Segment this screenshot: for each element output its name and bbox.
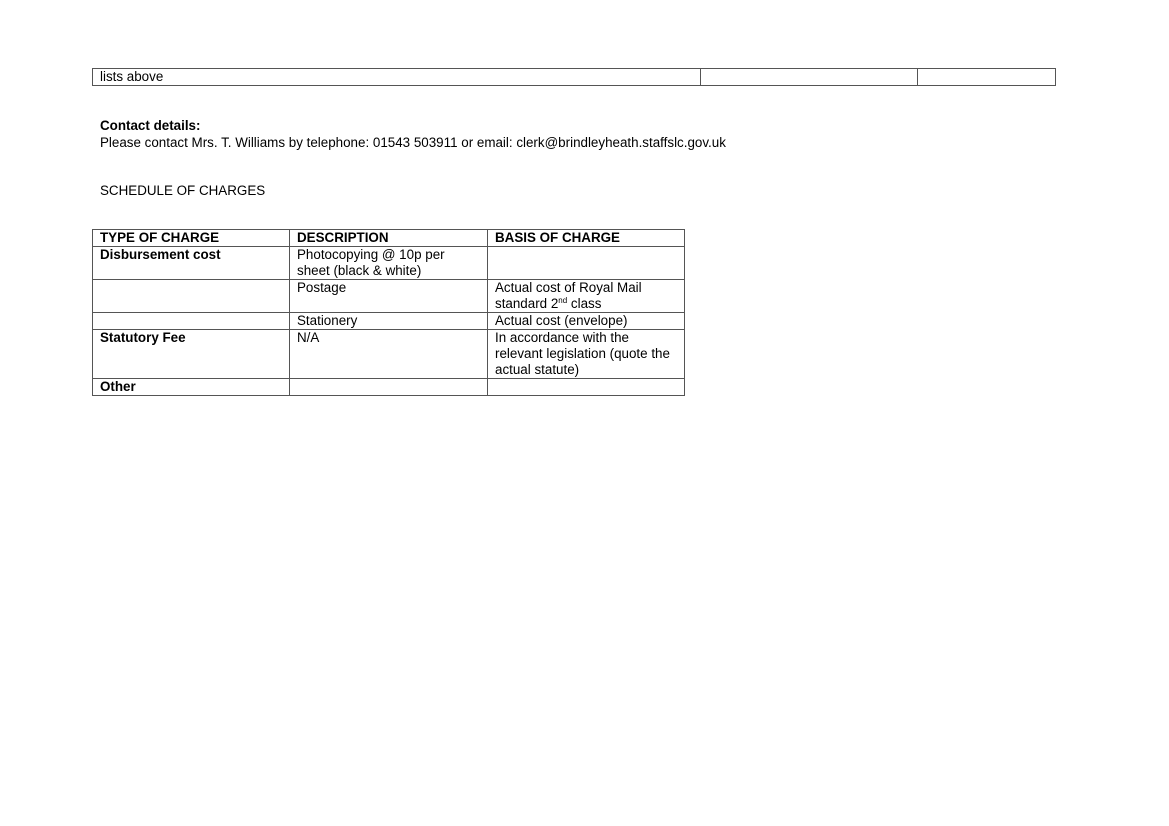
cell-description: Photocopying @ 10p per sheet (black & white) xyxy=(290,247,488,280)
contact-details xyxy=(100,117,726,151)
contact-text: Please contact Mrs. T. Williams by telephone: 01543 503911 or email: clerk@brindleyheath.staffslc.gov.uk xyxy=(100,135,726,150)
cell-description xyxy=(290,379,488,396)
cell-description: N/A xyxy=(290,330,488,379)
table-row xyxy=(93,69,1056,86)
header-basis-of-charge: BASIS OF CHARGE xyxy=(488,230,685,247)
table-row xyxy=(93,379,685,396)
table-row xyxy=(93,313,685,330)
header-type-of-charge: TYPE OF CHARGE xyxy=(93,230,290,247)
header-description: DESCRIPTION xyxy=(290,230,488,247)
table-cell xyxy=(701,69,918,86)
basis-text: Actual cost of Royal Mail standard 2 xyxy=(495,280,642,311)
cell-type xyxy=(93,280,290,313)
cell-basis xyxy=(488,280,685,313)
table-row xyxy=(93,330,685,379)
cell-basis xyxy=(488,379,685,396)
cell-type: Disbursement cost xyxy=(93,247,290,280)
contact-heading: Contact details: xyxy=(100,118,201,133)
table-cell: lists above xyxy=(93,69,701,86)
table-header-row xyxy=(93,230,685,247)
table-cell xyxy=(918,69,1056,86)
table-row xyxy=(93,247,685,280)
cell-basis: In accordance with the relevant legislation (quote the actual statute) xyxy=(488,330,685,379)
schedule-of-charges-table xyxy=(92,229,685,396)
cell-type: Statutory Fee xyxy=(93,330,290,379)
cell-basis xyxy=(488,247,685,280)
ordinal-superscript: nd xyxy=(558,296,568,305)
cell-description: Postage xyxy=(290,280,488,313)
cell-description: Stationery xyxy=(290,313,488,330)
cell-type xyxy=(93,313,290,330)
table-row xyxy=(93,280,685,313)
continued-table xyxy=(92,68,1056,86)
cell-basis: Actual cost (envelope) xyxy=(488,313,685,330)
basis-text-suffix: class xyxy=(567,296,602,311)
cell-type: Other xyxy=(93,379,290,396)
schedule-title: SCHEDULE OF CHARGES xyxy=(100,183,266,198)
